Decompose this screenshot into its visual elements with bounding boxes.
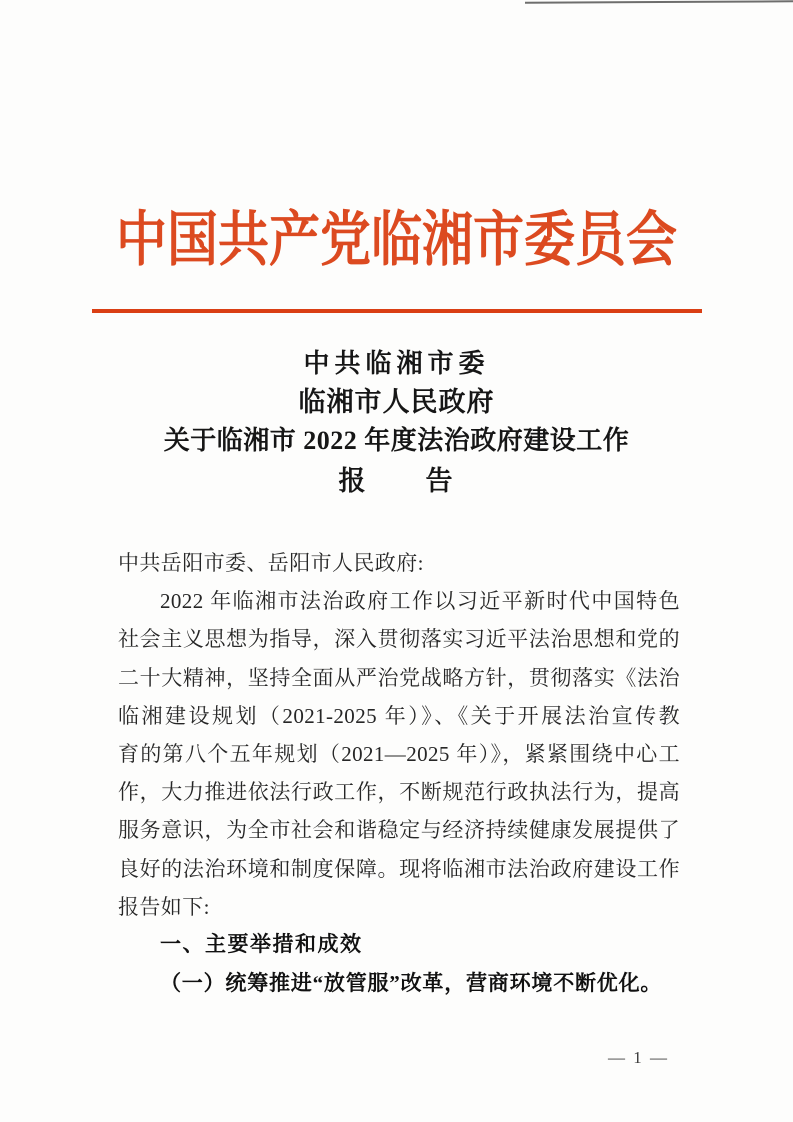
paragraph-line: 育的第八个五年规划（2021—2025 年）》，紧紧围绕中心工 [118, 742, 680, 767]
page-number: — 1 — [608, 1048, 669, 1067]
org-header-title: 中国共产党临湘市委员会 [115, 208, 677, 275]
section-heading: 一、主要举措和成效 [160, 933, 363, 957]
doc-title-line-1: 中共临湘市委 [303, 349, 490, 378]
doc-title-line-2: 临湘市人民政府 [298, 387, 495, 417]
doc-title-line-4: 报 告 [338, 466, 455, 496]
paragraph-line: 二十大精神，坚持全面从严治党战略方针，贯彻落实《法治 [118, 665, 680, 690]
paragraph-line: 服务意识，为全市社会和谐稳定与经济持续健康发展提供了 [118, 818, 680, 843]
paragraph-line: 社会主义思想为指导，深入贯彻落实习近平法治思想和党的 [118, 627, 680, 652]
red-header-rule [92, 309, 702, 313]
subsection-heading: （一）统筹推进“放管服”改革，营商环境不断优化。 [160, 971, 663, 996]
paragraph-line: 报告如下: [118, 894, 210, 919]
paragraph-line: 良好的法治环境和制度保障。现将临湘市法治政府建设工作 [118, 856, 680, 881]
document-body [118, 544, 680, 1002]
document-title-block [0, 344, 793, 502]
doc-title-line-3: 关于临湘市 2022 年度法治政府建设工作 [163, 426, 630, 455]
paragraph-line: 作，大力推进依法行政工作，不断规范行政执法行为，提高 [118, 780, 680, 805]
scan-edge-artifact [525, 0, 793, 3]
salutation-line: 中共岳阳市委、岳阳市人民政府: [118, 551, 424, 575]
paragraph-line: 临湘建设规划（2021-2025 年）》、《关于开展法治宣传教 [118, 703, 680, 728]
paragraph-line: 2022 年临湘市法治政府工作以习近平新时代中国特色 [160, 589, 680, 614]
